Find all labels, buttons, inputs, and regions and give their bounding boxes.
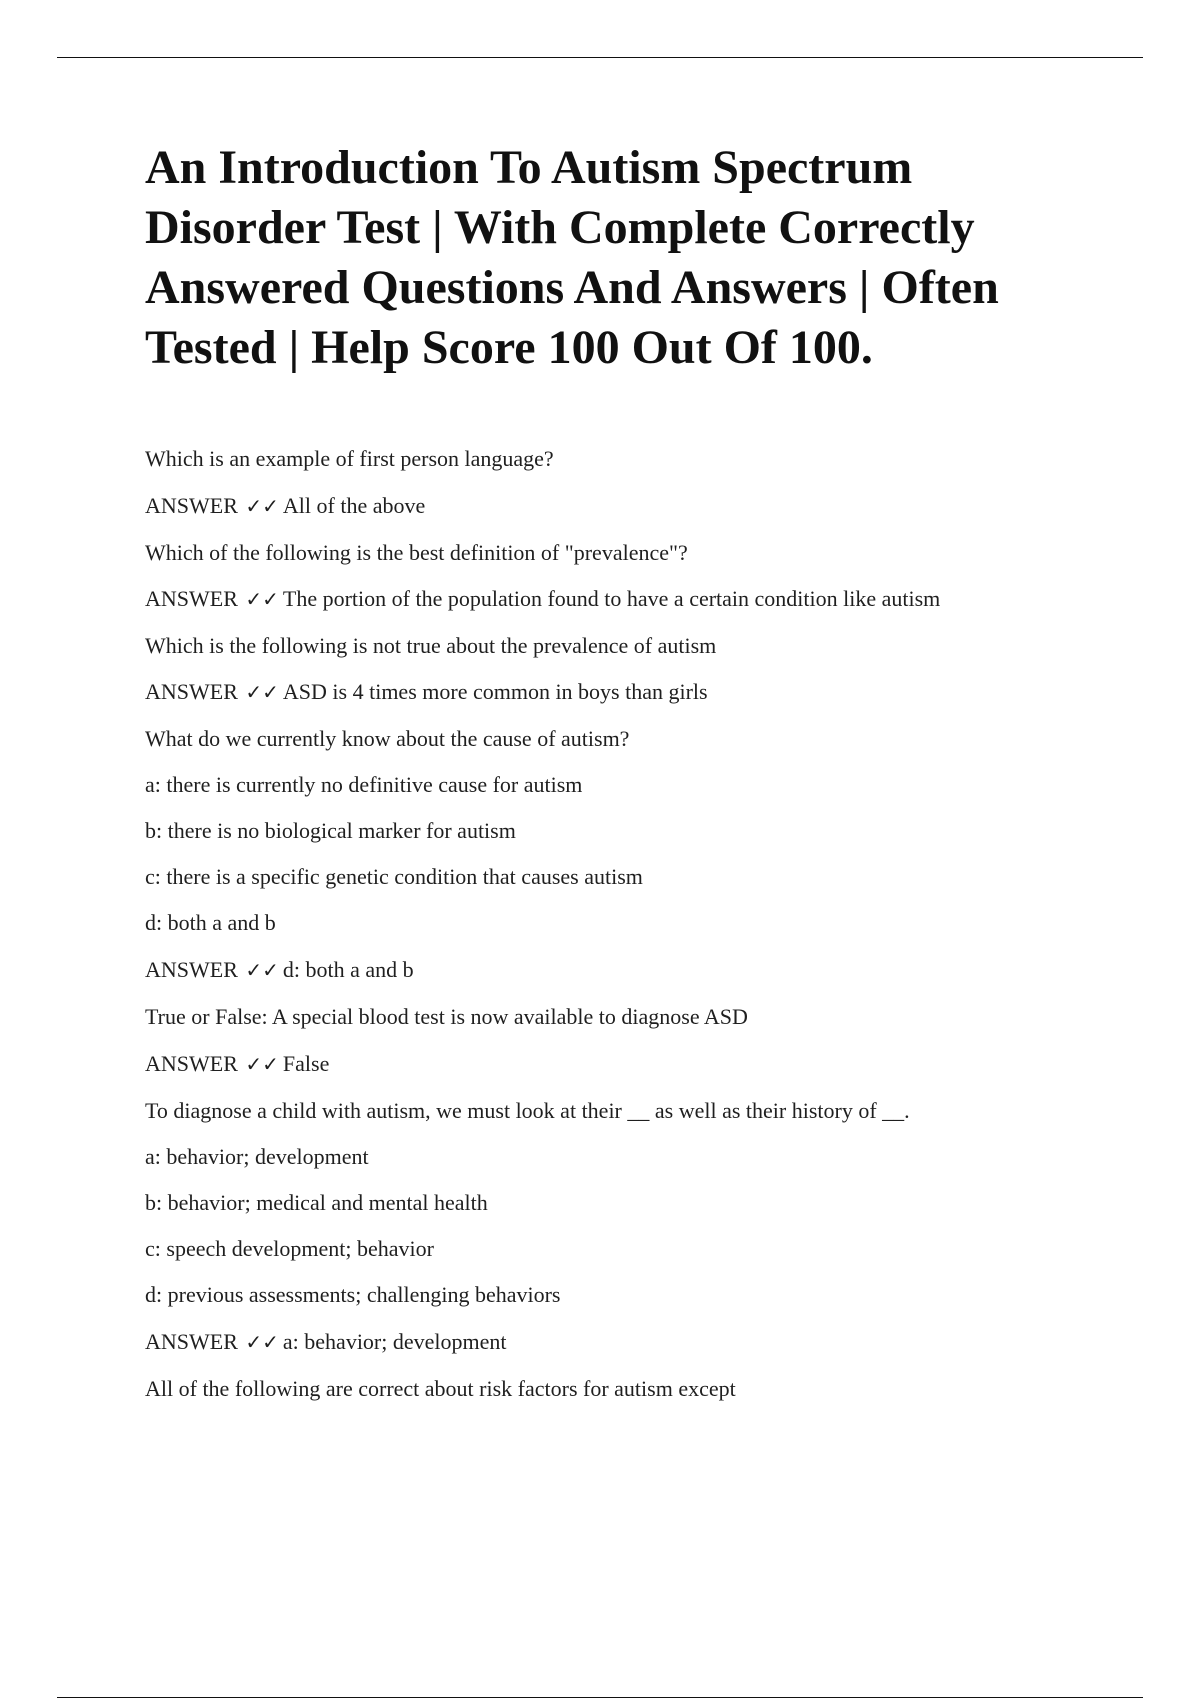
option-line: a: behavior; development	[145, 1144, 369, 1169]
footer-rule	[57, 1697, 1143, 1698]
answer-line: ANSWER ✓✓ All of the above	[145, 493, 426, 518]
option-line: b: there is no biological marker for autism	[145, 818, 516, 843]
option-line: b: behavior; medical and mental health	[145, 1190, 488, 1215]
answer-line: ANSWER ✓✓ The portion of the population found to have a certain condition like autism	[145, 586, 941, 611]
double-check-icon: ✓✓	[245, 587, 279, 611]
answer-line: ANSWER ✓✓ a: behavior; development	[145, 1329, 507, 1354]
answer-line: ANSWER ✓✓ ASD is 4 times more common in boys than girls	[145, 679, 708, 704]
double-check-icon: ✓✓	[245, 1052, 279, 1076]
double-check-icon: ✓✓	[245, 1330, 279, 1354]
question-line: All of the following are correct about risk factors for autism except	[145, 1376, 736, 1401]
header-rule	[57, 57, 1143, 58]
question-line: Which is an example of first person language?	[145, 446, 554, 471]
document-title: An Introduction To Autism Spectrum Disorder Test | With Complete Correctly Answered Questions And Answers | Often Tested | Help Score 100 Out Of 100.	[145, 141, 999, 374]
question-line: Which is the following is not true about the prevalence of autism	[145, 633, 717, 658]
option-line: d: both a and b	[145, 910, 276, 935]
question-line: What do we currently know about the cause of autism?	[145, 726, 630, 751]
double-check-icon: ✓✓	[245, 680, 279, 704]
double-check-icon: ✓✓	[245, 958, 279, 982]
question-line: Which of the following is the best definition of "prevalence"?	[145, 540, 688, 565]
option-line: a: there is currently no definitive cause for autism	[145, 772, 583, 797]
question-line: To diagnose a child with autism, we must look at their __ as well as their history of __.	[145, 1098, 910, 1123]
option-line: c: there is a specific genetic condition that causes autism	[145, 864, 643, 889]
option-line: c: speech development; behavior	[145, 1236, 434, 1261]
option-line: d: previous assessments; challenging behaviors	[145, 1282, 561, 1307]
qa-list	[145, 446, 1125, 1423]
answer-line: ANSWER ✓✓ d: both a and b	[145, 957, 414, 982]
answer-line: ANSWER ✓✓ False	[145, 1051, 330, 1076]
double-check-icon: ✓✓	[245, 494, 279, 518]
question-line: True or False: A special blood test is now available to diagnose ASD	[145, 1004, 748, 1029]
